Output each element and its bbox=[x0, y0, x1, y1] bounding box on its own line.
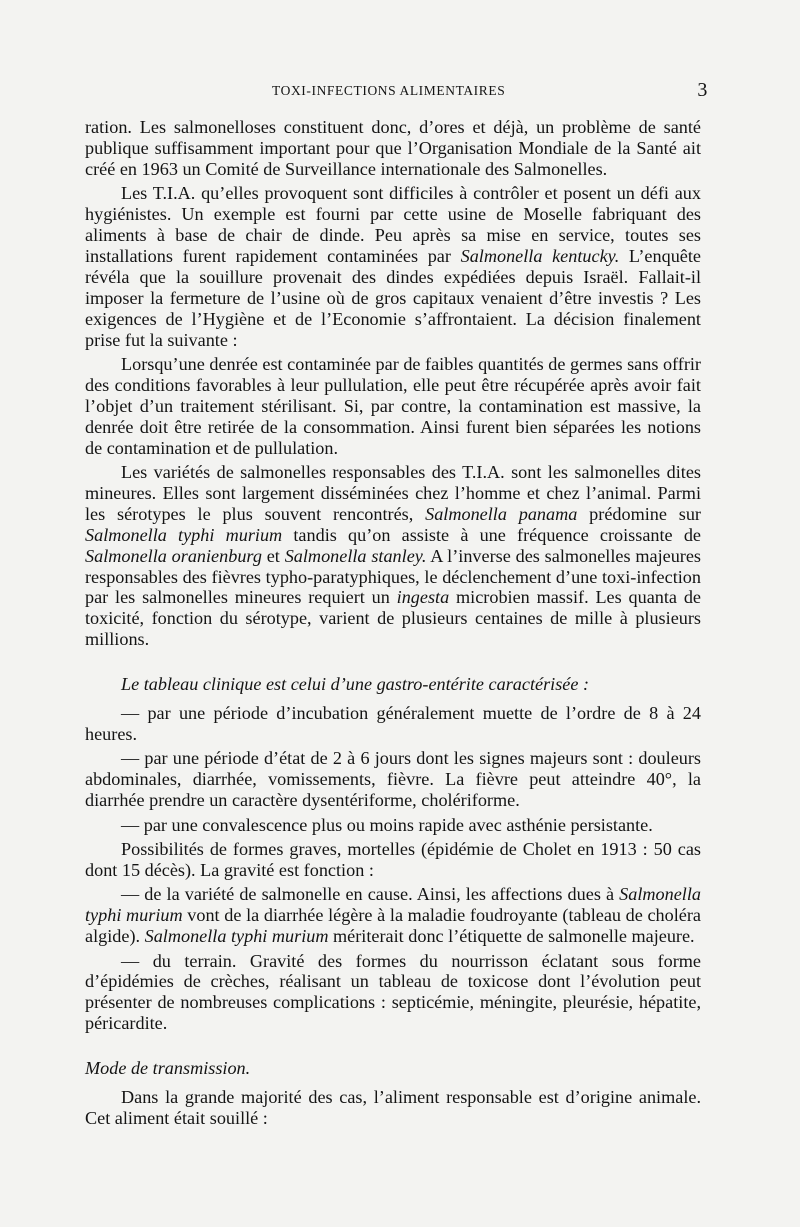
species-name: Salmonella typhi murium bbox=[144, 926, 329, 947]
section-heading: Mode de transmission. bbox=[85, 1058, 251, 1079]
paragraph: Dans la grande majorité des cas, l’aliment responsable est d’origine animale. Cet aliment était souillé : bbox=[85, 1087, 701, 1128]
list-item: — par une période d’état de 2 à 6 jours dont les signes majeurs sont : douleurs abdominales, diarrhée, vomissements, fièvre. La fièvre peut atteindre 40°, la diarrhée prendre un caractère dysentériforme, cholériforme. bbox=[85, 748, 701, 811]
list-item: — de la variété de salmonelle en cause. Ainsi, les affections dues à Salmonella typhi murium vont de la diarrhée légère à la maladie foudroyante (tableau de choléra algide). Salmonella typhi murium mériterait donc l’étiquette de salmonelle majeure. bbox=[85, 884, 701, 947]
paragraph: Les variétés de salmonelles responsables des T.I.A. sont les salmonelles dites mineures. Elles sont largement disséminées chez l’homme et chez l’animal. Parmi les sérotypes le plus souvent rencontrés, Salmonella panama prédomine sur Salmonella typhi murium tandis qu’on assiste à une fréquence croissante de Salmonella oranienburg et Salmonella stanley. A l’inverse des salmonelles majeures responsables des fièvres typho-paratyphiques, le déclenchement d’une toxi-infection par les salmonelles mineures requiert un ingesta microbien massif. Les quanta de toxicité, fonction du sérotype, varient de plusieurs centaines de mille à plusieurs millions. bbox=[85, 462, 701, 650]
running-header bbox=[272, 79, 708, 103]
species-name: Salmonella kentucky. bbox=[460, 245, 620, 266]
paragraph: ration. Les salmonelloses constituent donc, d’ores et déjà, un problème de santé publique suffisamment important pour que l’Organisation Mondiale de la Santé ait créé en 1963 un Comité de Surveillance internationale des Salmonelles. bbox=[85, 117, 701, 179]
list-item: — du terrain. Gravité des formes du nourrisson éclatant sous forme d’épidémies de crèches, réalisant un tableau de toxicose dont l’évolution peut présenter de nombreuses complications : septicémie, méningite, pleurésie, hépatite, péricardite. bbox=[85, 950, 701, 1034]
list-item: — par une période d’incubation généralement muette de l’ordre de 8 à 24 heures. bbox=[85, 703, 701, 744]
latin-term: ingesta bbox=[396, 587, 450, 608]
species-name: Salmonella typhi murium bbox=[85, 884, 701, 926]
body-text bbox=[85, 117, 701, 1132]
paragraph: Possibilités de formes graves, mortelles (épidémie de Cholet en 1913 : 50 cas dont 15 décès). La gravité est fonction : bbox=[85, 839, 701, 880]
running-title: TOXI-INFECTIONS ALIMENTAIRES bbox=[272, 83, 506, 98]
list-item: — par une convalescence plus ou moins rapide avec asthénie persistante. bbox=[121, 814, 653, 835]
species-name: Salmonella panama bbox=[425, 503, 578, 524]
section-heading: Le tableau clinique est celui d’une gastro-entérite caractérisée : bbox=[121, 674, 590, 695]
page-number: 3 bbox=[697, 79, 708, 101]
species-name: Salmonella oranienburg bbox=[85, 545, 262, 566]
paragraph: Lorsqu’une denrée est contaminée par de faibles quantités de germes sans offrir des conditions favorables à leur pullulation, elle peut être récupérée après avoir fait l’objet d’un traitement stérilisant. Si, par contre, la contamination est massive, la denrée doit être retirée de la consommation. Ainsi furent bien séparées les notions de contamination et de pullulation. bbox=[85, 353, 701, 458]
paragraph: Les T.I.A. qu’elles provoquent sont difficiles à contrôler et posent un défi aux hygiénistes. Un exemple est fourni par cette usine de Moselle fabriquant des aliments à base de chair de dinde. Peu après sa mise en service, toutes ses installations furent rapidement contaminées par Salmonella kentucky. L’enquête révéla que la souillure provenait des dindes expédiées depuis Israël. Fallait-il imposer la fermeture de l’usine où de gros capitaux venaient d’être investis ? Les exigences de l’Hygiène et de l’Economie s’affrontaient. La décision finalement prise fut la suivante : bbox=[85, 183, 701, 350]
species-name: Salmonella typhi murium bbox=[85, 524, 283, 545]
species-name: Salmonella stanley. bbox=[284, 545, 427, 566]
